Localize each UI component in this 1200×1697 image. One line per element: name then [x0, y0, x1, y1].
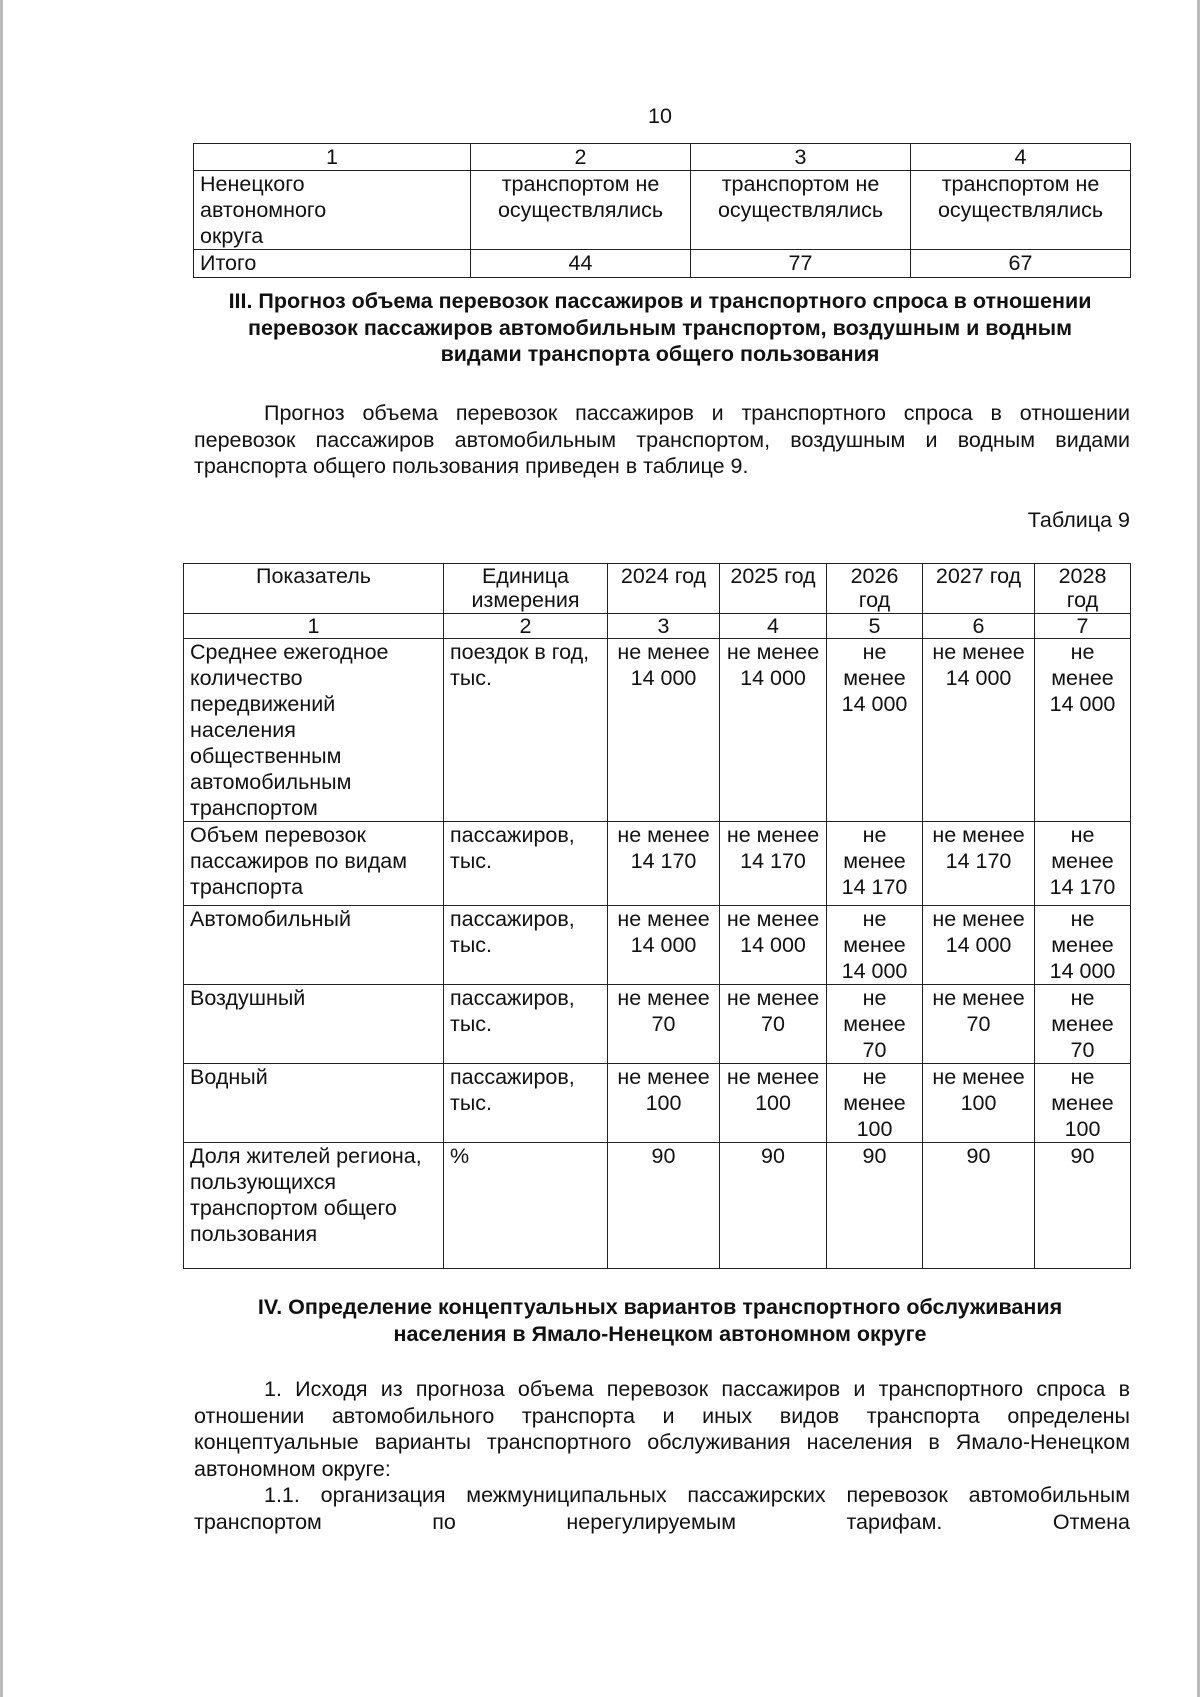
table-cell: не менее 100 [608, 1064, 720, 1143]
table-cell: не менее 14 170 [720, 822, 827, 906]
table-row [184, 822, 1131, 906]
table-cell: не менее 14 000 [923, 906, 1035, 985]
table-cell: 90 [1035, 1143, 1131, 1269]
table-header-row [184, 564, 1131, 614]
table-cell: не менее 14 170 [827, 822, 923, 906]
section-4-heading: IV. Определение концептуальных вариантов транспортного обслуживания населения в Ямало-Ненецком автономном округе [257, 1295, 1063, 1346]
table-cell: не менее 100 [923, 1064, 1035, 1143]
section-4-paragraph-1: 1. Исходя из прогноза объема перевозок пассажиров и транспортного спроса в отношении автомобильного транспорта и иных видов транспорта определены концептуальные варианты транспортного обслуживания населения в Ямало-Ненецком автономном округе: [194, 1377, 1130, 1481]
table-cell: не менее 14 000 [1035, 906, 1131, 985]
table-cell: Показатель [184, 564, 444, 614]
table-cell: не менее 100 [827, 1064, 923, 1143]
table-cell: не менее 14 000 [608, 639, 720, 822]
table-cell: не менее 14 170 [608, 822, 720, 906]
table-cell: Итого [194, 250, 471, 278]
table-cell: транспортом не осуществлялись [471, 171, 691, 250]
table-cell: транспортом не осуществлялись [691, 171, 911, 250]
table-cell: не менее 14 000 [608, 906, 720, 985]
table-cell: Доля жителей региона, пользующихся транспортом общего пользования [184, 1143, 444, 1269]
table-cell: пассажиров, тыс. [444, 985, 608, 1064]
section-3-paragraph: Прогноз объема перевозок пассажиров и транспортного спроса в отношении перевозок пассажиров автомобильным транспортом, воздушным и водным видами транспорта общего пользования приведен в таблице 9. [194, 401, 1130, 478]
table-9 [183, 563, 1131, 1269]
table-cell: транспортом не осуществлялись [911, 171, 1131, 250]
table-cell: не менее 70 [608, 985, 720, 1064]
table-cell: пассажиров, тыс. [444, 1064, 608, 1143]
table-cell: не менее 70 [1035, 985, 1131, 1064]
table-cell: 5 [827, 614, 923, 639]
table-cell: 3 [608, 614, 720, 639]
table-cell: не менее 100 [1035, 1064, 1131, 1143]
table-cell: поездок в год, тыс. [444, 639, 608, 822]
table-cell: не менее 14 170 [1035, 822, 1131, 906]
table-cell: Среднее ежегодное количество передвижений населения общественным автомобильным транспортом [184, 639, 444, 822]
table-row [184, 1143, 1131, 1269]
table-cell: 7 [1035, 614, 1131, 639]
table-cell: 1 [184, 614, 444, 639]
table-cell: Автомобильный [184, 906, 444, 985]
table-cell: 2 [444, 614, 608, 639]
table-cell: 3 [691, 144, 911, 171]
table-cell: Водный [184, 1064, 444, 1143]
table-cell: 2026 год [827, 564, 923, 614]
table-cell: % [444, 1143, 608, 1269]
table-cell: пассажиров, тыс. [444, 906, 608, 985]
table-cell: 44 [471, 250, 691, 278]
table-cell: 1 [194, 144, 471, 171]
table-cell: не менее 14 000 [923, 639, 1035, 822]
table-cell: не менее 14 000 [827, 639, 923, 822]
table-header-row [194, 144, 1131, 171]
table-cell: не менее 70 [720, 985, 827, 1064]
table-cell: 67 [911, 250, 1131, 278]
table-cell: 90 [608, 1143, 720, 1269]
table-row [184, 1064, 1131, 1143]
section-3-heading: III. Прогноз объема перевозок пассажиров и транспортного спроса в отношении перевозок пассажиров автомобильным транспортом, воздушным и водным видами транспорта общего пользования [228, 289, 1092, 366]
table-cell: 90 [827, 1143, 923, 1269]
table-cell: 6 [923, 614, 1035, 639]
table-cell: Воздушный [184, 985, 444, 1064]
table-caption: Таблица 9 [1027, 508, 1130, 532]
table-number-row [184, 614, 1131, 639]
table-cell: 2 [471, 144, 691, 171]
table-cell: не менее 14 000 [720, 639, 827, 822]
table-cell: Ненецкого автономного округа [194, 171, 471, 250]
table-cell: Единица измерения [444, 564, 608, 614]
table-row [194, 171, 1131, 250]
table-cell: 4 [720, 614, 827, 639]
table-cell: не менее 70 [923, 985, 1035, 1064]
table-cell: не менее 14 000 [720, 906, 827, 985]
table-cell: 77 [691, 250, 911, 278]
table-cell: 2027 год [923, 564, 1035, 614]
table-cell: Объем перевозок пассажиров по видам транспорта [184, 822, 444, 906]
table-cell: не менее 14 170 [923, 822, 1035, 906]
table-cell: 2028 год [1035, 564, 1131, 614]
table-row [184, 906, 1131, 985]
section-4-paragraph-2: 1.1. организация межмуниципальных пассажирских перевозок автомобильным транспортом по нерегулируемым тарифам. Отмена [194, 1483, 1130, 1534]
table-cell: 90 [720, 1143, 827, 1269]
table-cell: пассажиров, тыс. [444, 822, 608, 906]
table-cell: 90 [923, 1143, 1035, 1269]
table-cell: 4 [911, 144, 1131, 171]
table-cell: не менее 100 [720, 1064, 827, 1143]
table-cell: не менее 14 000 [1035, 639, 1131, 822]
page-number: 10 [648, 104, 672, 128]
scan-edge-left [0, 0, 3, 1697]
table-row [184, 985, 1131, 1064]
table-cell: 2025 год [720, 564, 827, 614]
table-cell: не менее 70 [827, 985, 923, 1064]
table-cell: 2024 год [608, 564, 720, 614]
top-table [193, 143, 1131, 278]
table-row [184, 639, 1131, 822]
table-row [194, 250, 1131, 278]
table-cell: не менее 14 000 [827, 906, 923, 985]
